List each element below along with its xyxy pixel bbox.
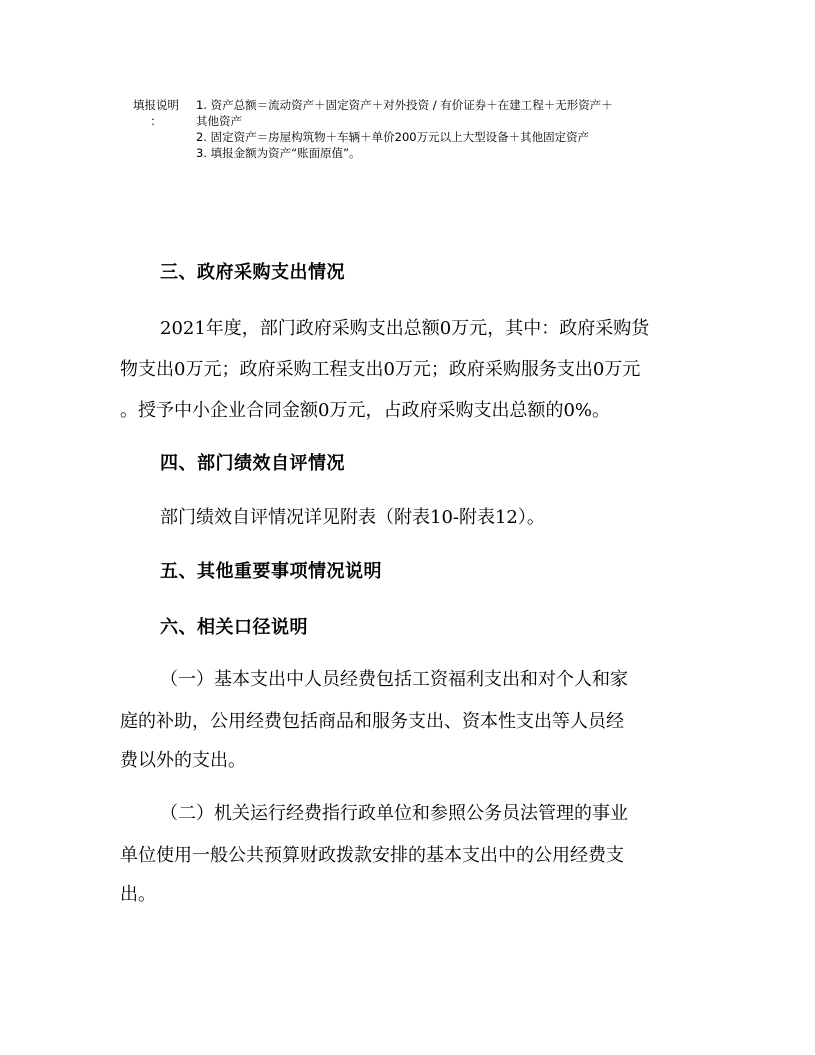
section-6-paragraph-2-line: 单位使用一般公共预算财政拨款安排的基本支出中的公用经费支 <box>120 845 624 866</box>
note-item: 3. 填报金额为资产“账面原值”。 <box>196 146 361 160</box>
fill-instructions-label-colon: ： <box>150 114 162 128</box>
section-3-line: 2021年度，部门政府采购支出总额0万元，其中：政府采购货 <box>160 318 650 339</box>
section-5-heading: 五、其他重要事项情况说明 <box>160 561 382 582</box>
section-3-line: 物支出0万元；政府采购工程支出0万元；政府采购服务支出0万元 <box>120 359 641 380</box>
section-6-paragraph-1-line: （一）基本支出中人员经费包括工资福利支出和对个人和家 <box>160 669 628 690</box>
note-item: 其他资产 <box>196 114 242 128</box>
section-3-line: 。授予中小企业合同金额0万元，占政府采购支出总额的0%。 <box>120 400 611 421</box>
section-4-line: 部门绩效自评情况详见附表（附表10-附表12）。 <box>160 507 545 528</box>
section-6-paragraph-2-line: 出。 <box>120 884 156 905</box>
note-item: 1. 资产总额＝流动资产＋固定资产＋对外投资 / 有价证券＋在建工程＋无形资产＋ <box>196 98 613 112</box>
fill-instructions-list <box>196 97 686 161</box>
section-4-heading: 四、部门绩效自评情况 <box>160 453 345 474</box>
fill-instructions-label <box>125 97 187 129</box>
note-item: 2. 固定资产＝房屋构筑物＋车辆＋单价200万元以上大型设备＋其他固定资产 <box>196 130 590 144</box>
section-3-heading: 三、政府采购支出情况 <box>160 262 345 283</box>
section-6-paragraph-1-line: 庭的补助，公用经费包括商品和服务支出、资本性支出等人员经 <box>120 711 624 732</box>
fill-instructions-label-text: 填报说明 <box>133 98 179 112</box>
section-6-paragraph-2-line: （二）机关运行经费指行政单位和参照公务员法管理的事业 <box>160 803 628 824</box>
section-6-paragraph-1-line: 费以外的支出。 <box>120 750 246 771</box>
section-6-heading: 六、相关口径说明 <box>160 617 308 638</box>
